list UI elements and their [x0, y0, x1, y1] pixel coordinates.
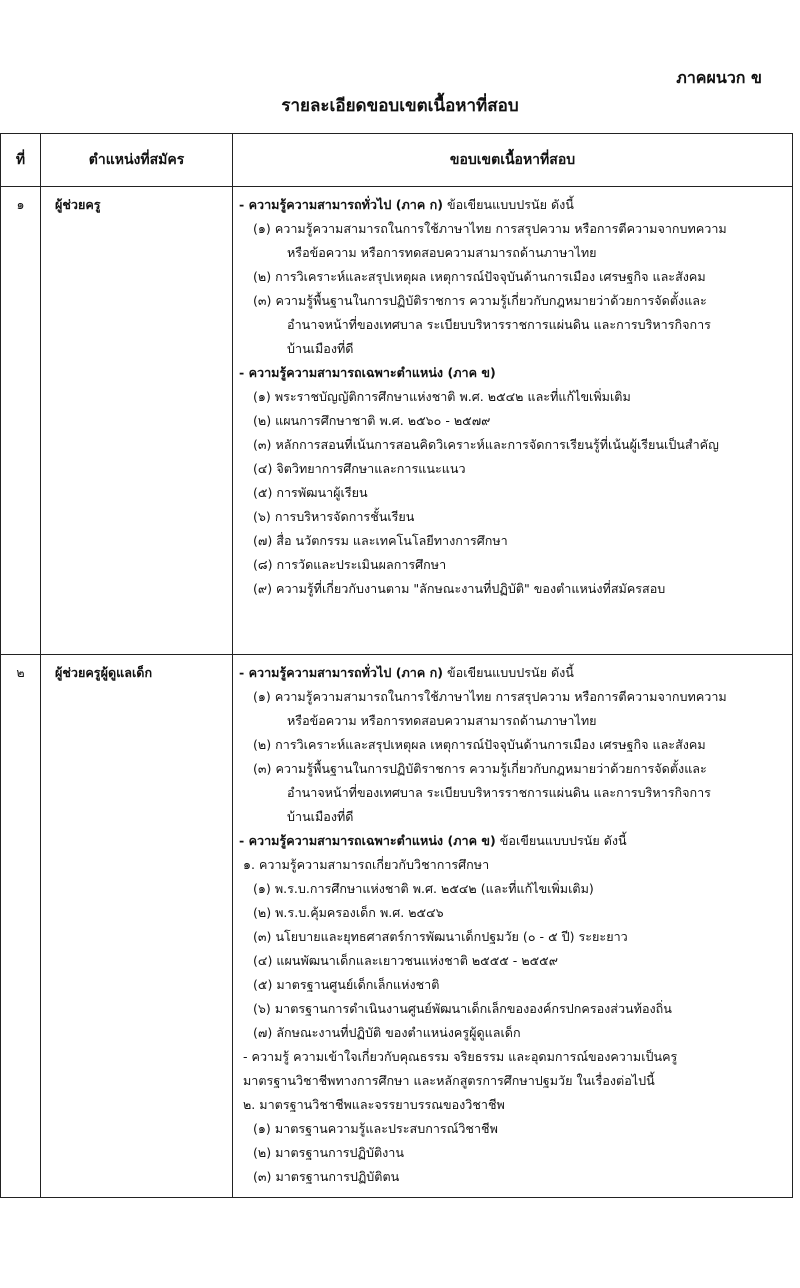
- list-item: (๓) ความรู้พื้นฐานในการปฏิบัติราชการ ความรู้เกี่ยวกับกฎหมายว่าด้วยการจัดตั้งและ อำนาจหน้าที่ของเทศบาล ระเบียบบริหารราชการแผ่นดิน และการบริหารกิจการ บ้านเมืองที่ดี: [253, 761, 711, 824]
- list-item: (๘) การวัดและประเมินผลการศึกษา: [253, 557, 447, 572]
- general-section-heading: - ความรู้ความสามารถทั่วไป (ภาค ก) ข้อเขียนแบบปรนัย ดังนี้: [239, 197, 574, 212]
- position-name: ผู้ช่วยครู: [41, 187, 233, 655]
- list-item: (๔) จิตวิทยาการศึกษาและการแนะแนว: [253, 461, 466, 476]
- content-cell: [233, 655, 793, 1198]
- table-row: [1, 187, 793, 655]
- list-item: (๖) มาตรฐานการดำเนินงานศูนย์พัฒนาเด็กเล็กขององค์กรปกครองส่วนท้องถิ่น: [253, 1001, 672, 1016]
- subsection-title: ๒. มาตรฐานวิชาชีพและจรรยาบรรณของวิชาชีพ: [243, 1097, 505, 1112]
- list-item: (๓) ความรู้พื้นฐานในการปฏิบัติราชการ ความรู้เกี่ยวกับกฎหมายว่าด้วยการจัดตั้งและ อำนาจหน้าที่ของเทศบาล ระเบียบบริหารราชการแผ่นดิน และการบริหารกิจการ บ้านเมืองที่ดี: [253, 293, 711, 356]
- list-item: (๒) การวิเคราะห์และสรุปเหตุผล เหตุการณ์ปัจจุบันด้านการเมือง เศรษฐกิจ และสังคม: [253, 737, 706, 752]
- list-item: (๒) การวิเคราะห์และสรุปเหตุผล เหตุการณ์ปัจจุบันด้านการเมือง เศรษฐกิจ และสังคม: [253, 269, 706, 284]
- column-header-content: ขอบเขตเนื้อหาที่สอบ: [233, 134, 793, 187]
- list-item: (๑) ความรู้ความสามารถในการใช้ภาษาไทย การสรุปความ หรือการตีความจากบทความ หรือข้อความ หรือการทดสอบความสามารถด้านภาษาไทย: [253, 689, 727, 728]
- row-number: ๒: [1, 655, 41, 1198]
- specific-section-heading: - ความรู้ความสามารถเฉพาะตำแหน่ง (ภาค ข) ข้อเขียนแบบปรนัย ดังนี้: [239, 833, 627, 848]
- subsection-title: ๑. ความรู้ความสามารถเกี่ยวกับวิชาการศึกษา: [243, 857, 490, 872]
- list-item: (๑) พ.ร.บ.การศึกษาแห่งชาติ พ.ศ. ๒๕๔๒ (และที่แก้ไขเพิ่มเติม): [253, 881, 594, 896]
- list-item: (๑) มาตรฐานความรู้และประสบการณ์วิชาชีพ: [253, 1121, 498, 1136]
- content-cell: [233, 187, 793, 655]
- list-item: (๙) ความรู้ที่เกี่ยวกับงานตาม "ลักษณะงานที่ปฏิบัติ" ของตำแหน่งที่สมัครสอบ: [253, 581, 666, 596]
- list-item: (๗) สื่อ นวัตกรรม และเทคโนโลยีทางการศึกษา: [253, 533, 508, 548]
- list-item: (๒) มาตรฐานการปฏิบัติงาน: [253, 1145, 404, 1160]
- table-row: [1, 655, 793, 1198]
- list-item: (๕) การพัฒนาผู้เรียน: [253, 485, 368, 500]
- list-item: (๓) หลักการสอนที่เน้นการสอนคิดวิเคราะห์และการจัดการเรียนรู้ที่เน้นผู้เรียนเป็นสำคัญ: [253, 437, 719, 452]
- list-item: (๓) นโยบายและยุทธศาสตร์การพัฒนาเด็กปฐมวัย (๐ - ๕ ปี) ระยะยาว: [253, 929, 628, 944]
- list-item: (๔) แผนพัฒนาเด็กและเยาวชนแห่งชาติ ๒๕๕๕ - ๒๕๕๙: [253, 953, 558, 968]
- table-header-row: [1, 134, 793, 187]
- column-header-position: ตำแหน่งที่สมัคร: [41, 134, 233, 187]
- document-title: รายละเอียดขอบเขตเนื้อหาที่สอบ: [281, 96, 519, 116]
- general-section-heading: - ความรู้ความสามารถทั่วไป (ภาค ก) ข้อเขียนแบบปรนัย ดังนี้: [239, 665, 574, 680]
- position-name: ผู้ช่วยครูผู้ดูแลเด็ก: [41, 655, 233, 1198]
- list-item: (๑) พระราชบัญญัติการศึกษาแห่งชาติ พ.ศ. ๒๕๔๒ และที่แก้ไขเพิ่มเติม: [253, 389, 631, 404]
- list-item: (๒) แผนการศึกษาชาติ พ.ศ. ๒๕๖๐ - ๒๕๗๙: [253, 413, 491, 428]
- list-item: (๖) การบริหารจัดการชั้นเรียน: [253, 509, 415, 524]
- list-item: (๕) มาตรฐานศูนย์เด็กเล็กแห่งชาติ: [253, 977, 440, 992]
- exam-scope-table: [0, 133, 793, 1198]
- list-item: (๗) ลักษณะงานที่ปฏิบัติ ของตำแหน่งครูผู้ดูแลเด็ก: [253, 1025, 521, 1040]
- ethics-paragraph: - ความรู้ ความเข้าใจเกี่ยวกับคุณธรรม จริยธรรม และอุดมการณ์ของความเป็นครู มาตรฐานวิชาชีพทางการศึกษา และหลักสูตรการศึกษาปฐมวัย ในเรื่องต่อไปนี้: [243, 1049, 678, 1088]
- list-item: (๑) ความรู้ความสามารถในการใช้ภาษาไทย การสรุปความ หรือการตีความจากบทความ หรือข้อความ หรือการทดสอบความสามารถด้านภาษาไทย: [253, 221, 727, 260]
- column-header-no: ที่: [1, 134, 41, 187]
- appendix-label: ภาคผนวก ข: [676, 68, 762, 87]
- specific-section-heading: - ความรู้ความสามารถเฉพาะตำแหน่ง (ภาค ข): [239, 365, 496, 380]
- list-item: (๒) พ.ร.บ.คุ้มครองเด็ก พ.ศ. ๒๕๔๖: [253, 905, 444, 920]
- list-item: (๓) มาตรฐานการปฏิบัติตน: [253, 1169, 400, 1184]
- row-number: ๑: [1, 187, 41, 655]
